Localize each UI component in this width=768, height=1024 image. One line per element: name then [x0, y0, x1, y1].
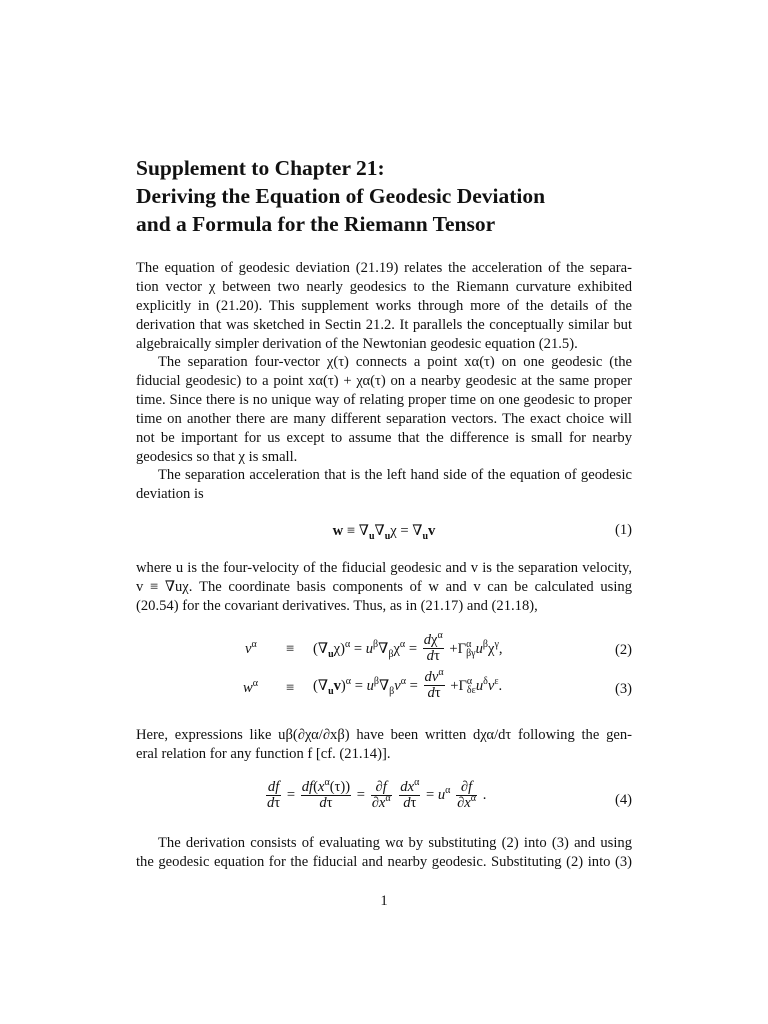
- equation-number: (4): [614, 792, 632, 808]
- equation-2-rhs: $(\nabla_u\chi)^\alpha = u^\beta\nabla_\beta\chi^\alpha$ = $\frac{d\chi^\alpha}{d\tau}$ +Γ α βγ $u^\beta\chi^\gamma$,: [313, 630, 503, 664]
- title-line-2: Deriving the Equation of Geodesic Deviation: [136, 184, 546, 208]
- text-line: eral relation for any function f [cf. (21.14)].: [136, 745, 391, 762]
- equation-2-equiv: ≡: [286, 641, 295, 657]
- text-line: deviation is: [136, 485, 204, 502]
- text-line: The separation acceleration that is the left hand side of the equation of geodesic: [158, 467, 632, 483]
- equation-3: [136, 667, 632, 710]
- equation-1-body: $w \equiv \nabla_u\nabla_u\chi = \nabla_uv$: [332, 523, 436, 542]
- text-line: geodesics so that χ is small.: [136, 448, 298, 465]
- paragraph-four-velocity: [136, 559, 632, 616]
- equation-2: [136, 630, 632, 673]
- text-line: Here, expressions like uβ(∂χα/∂xβ) have been written dχα/dτ following the gen-: [136, 727, 632, 743]
- text-line: time on another there are many different separation vectors. The exact choice will: [136, 410, 632, 427]
- paragraph-expressions: [136, 726, 632, 764]
- text-line: where u is the four-velocity of the fiducial geodesic and v is the separation velocity,: [136, 560, 632, 576]
- text-line: The separation four-vector χ(τ) connects a point xα(τ) on one geodesic (the: [158, 354, 632, 370]
- text-line: v ≡ ∇uχ. The coordinate basis components of w and v can be calculated using: [136, 578, 632, 595]
- text-line: tion vector χ between two nearly geodesics to the Riemann curvature exhibited: [136, 278, 632, 295]
- equation-3-equiv: ≡: [286, 680, 295, 696]
- paragraph-intro: [136, 259, 632, 354]
- paragraph-separation-acceleration: [136, 466, 632, 504]
- equation-2-lhs: $v^\alpha$: [245, 639, 257, 657]
- equation-3-rhs: $(\nabla_uv)^\alpha = u^\beta\nabla_\beta v^\alpha$ = $\frac{dv^\alpha}{d\tau}$ +Γ α δε $u^\delta v^\varepsilon$.: [313, 667, 503, 701]
- equation-4-body: $\frac{df}{d\tau}$ = $\frac{df(x^\alpha(\tau))}{d\tau}$ = $\frac{\partial f}{\partial x^\alpha}$ $\frac{dx^\alpha}{d\tau}$ = $u^\alpha$ $\frac{\partial f}{\partial x^\alpha}$ .: [267, 777, 487, 811]
- title-line-1: Supplement to Chapter 21:: [136, 156, 385, 180]
- equation-number: (2): [614, 642, 632, 658]
- equation-1: [136, 522, 632, 542]
- equation-number: (1): [614, 522, 632, 538]
- equation-4: [136, 777, 632, 820]
- paragraph-separation-vector: [136, 353, 632, 466]
- title-line-3: and a Formula for the Riemann Tensor: [136, 212, 496, 236]
- text-line: not be important for us except to assume that the difference is small for nearby: [136, 429, 632, 446]
- text-line: the geodesic equation for the fiducial and nearby geodesic. Substituting (2) into (3): [136, 853, 632, 870]
- equation-number: (3): [614, 681, 632, 697]
- text-line: fiducial geodesic) to a point xα(τ) + χα(τ) on a nearby geodesic at the same proper: [136, 372, 632, 389]
- paragraph-derivation: [136, 834, 632, 872]
- equation-3-lhs: $w^\alpha$: [243, 678, 258, 696]
- text-line: time. Since there is no unique way of relating proper time on one geodesic to proper: [136, 391, 632, 408]
- text-line: The derivation consists of evaluating wα by substituting (2) into (3) and using: [158, 835, 632, 851]
- text-line: derivation that was sketched in Sectin 21.2. It parallels the conceptually similar but: [136, 316, 632, 333]
- text-line: The equation of geodesic deviation (21.19) relates the acceleration of the separa-: [136, 260, 632, 276]
- text-line: explicitly in (21.20). This supplement works through more of the details of the: [136, 297, 632, 314]
- chapter-title: [136, 154, 636, 238]
- text-line: (20.54) for the covariant derivatives. Thus, as in (21.17) and (21.18),: [136, 597, 538, 614]
- text-line: algebraically simpler derivation of the Newtonian geodesic equation (21.5).: [136, 335, 578, 352]
- page-number: 1: [380, 893, 388, 909]
